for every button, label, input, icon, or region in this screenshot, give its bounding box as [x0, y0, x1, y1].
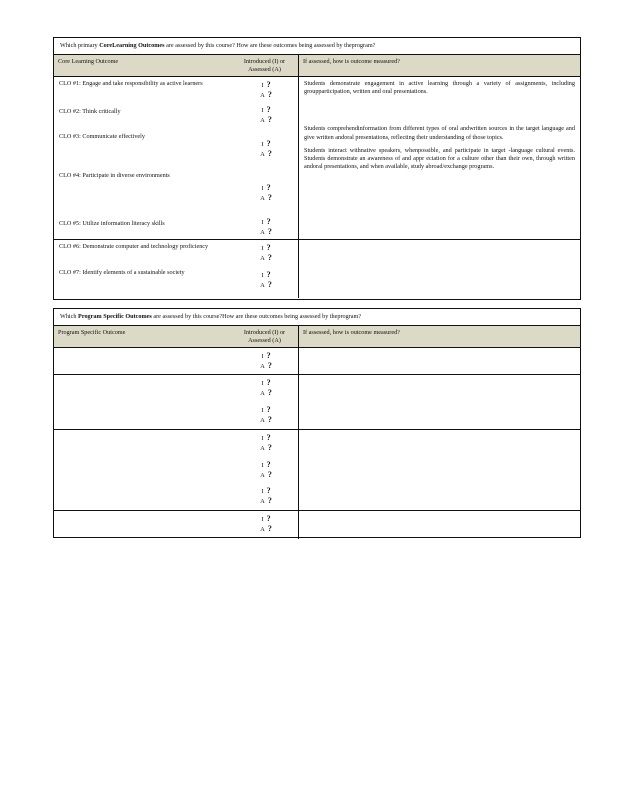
ia-cell [231, 511, 298, 539]
ia-cell [231, 348, 298, 374]
ia-marker: I ? A ? [260, 217, 272, 236]
table-row [54, 430, 580, 511]
ia-marker: I ? A ? [260, 243, 272, 262]
header-introduced-assessed: Introduced (I) or Assessed (A) [243, 329, 286, 344]
measure-text: Students interact withnative speakers, whenpossible, and participate in target -language cultural events. Students demonstrate an awareness of and appr eciation for a culture other than their own, through written andoral presentations, and when available, study abroad/exchange programs. [304, 146, 575, 171]
measure-cell [298, 240, 580, 298]
table-row [54, 77, 580, 240]
outcome-clo3: CLO #3: Communicate effectively [59, 133, 145, 140]
ia-marker: I ? A ? [260, 433, 272, 452]
header-outcome: Program Specific Outcome [58, 329, 126, 336]
header-outcome: Core Learning Outcome [58, 58, 119, 65]
outcome-cell [54, 430, 231, 510]
outcome-clo2: CLO #2: Think critically [59, 108, 121, 115]
ia-marker: I ? A ? [260, 486, 272, 505]
header-row [54, 55, 580, 77]
measure-cell [298, 375, 580, 429]
outcome-cell [54, 511, 231, 539]
ia-marker: I ? A ? [260, 460, 272, 479]
header-row [54, 326, 580, 348]
outcome-cell [54, 348, 231, 374]
outcome-cell [54, 240, 231, 298]
measure-cell [298, 348, 580, 374]
ia-marker: I ? A ? [260, 405, 272, 424]
table-row [54, 240, 580, 298]
ia-cell [231, 430, 298, 510]
outcome-clo4: CLO #4: Participate in diverse environments [59, 172, 170, 179]
ia-marker: I ? A ? [260, 351, 272, 370]
outcome-clo7: CLO #7: Identify elements of a sustainable society [59, 269, 185, 276]
header-measure: If assessed, how is outcome measured? [298, 55, 580, 76]
table-row [54, 348, 580, 375]
outcome-clo1: CLO #1: Engage and take responsibility as active learners [59, 80, 203, 87]
outcome-cell [54, 77, 231, 239]
measure-text: Students comprehendinformation from different types of oral andwritten sources in the target language and give written andoral presentations, reflecting their understanding of those topics. [304, 125, 575, 141]
outcome-clo6: CLO #6: Demonstrate computer and technology proficiency [59, 243, 209, 250]
core-learning-outcomes-table [53, 37, 581, 300]
ia-marker: I ? A ? [260, 139, 272, 158]
measure-cell [298, 77, 580, 239]
ia-marker: I ? A ? [260, 80, 272, 99]
ia-cell [231, 375, 298, 429]
outcome-clo5: CLO #5: Utilize information literacy skills [59, 220, 165, 227]
table-row [54, 375, 580, 430]
ia-marker: I ? A ? [260, 378, 272, 397]
table-title: Which primary CoreLearning Outcomes are assessed by this course? How are these outcomes being assessed by theprogram? [54, 38, 580, 55]
measure-cell [298, 511, 580, 539]
header-introduced-assessed: Introduced (I) or Assessed (A) [243, 58, 286, 73]
measure-cell [298, 430, 580, 510]
measure-text: Students demonstrate engagement in active learning through a variety of assignments, including groupparticipation, written and oral presentations. [304, 80, 575, 96]
ia-marker: I ? A ? [260, 270, 272, 289]
ia-marker: I ? A ? [260, 105, 272, 124]
ia-cell [231, 240, 298, 298]
program-specific-outcomes-table [53, 308, 581, 538]
ia-marker: I ? A ? [260, 183, 272, 202]
outcome-cell [54, 375, 231, 429]
table-row [54, 511, 580, 539]
ia-cell [231, 77, 298, 239]
table-title: Which Program Specific Outcomes are assessed by this course?How are these outcomes being assessed by theprogram? [54, 309, 580, 326]
header-measure: If assessed, how is outcome measured? [298, 326, 580, 347]
ia-marker: I ? A ? [260, 514, 272, 533]
